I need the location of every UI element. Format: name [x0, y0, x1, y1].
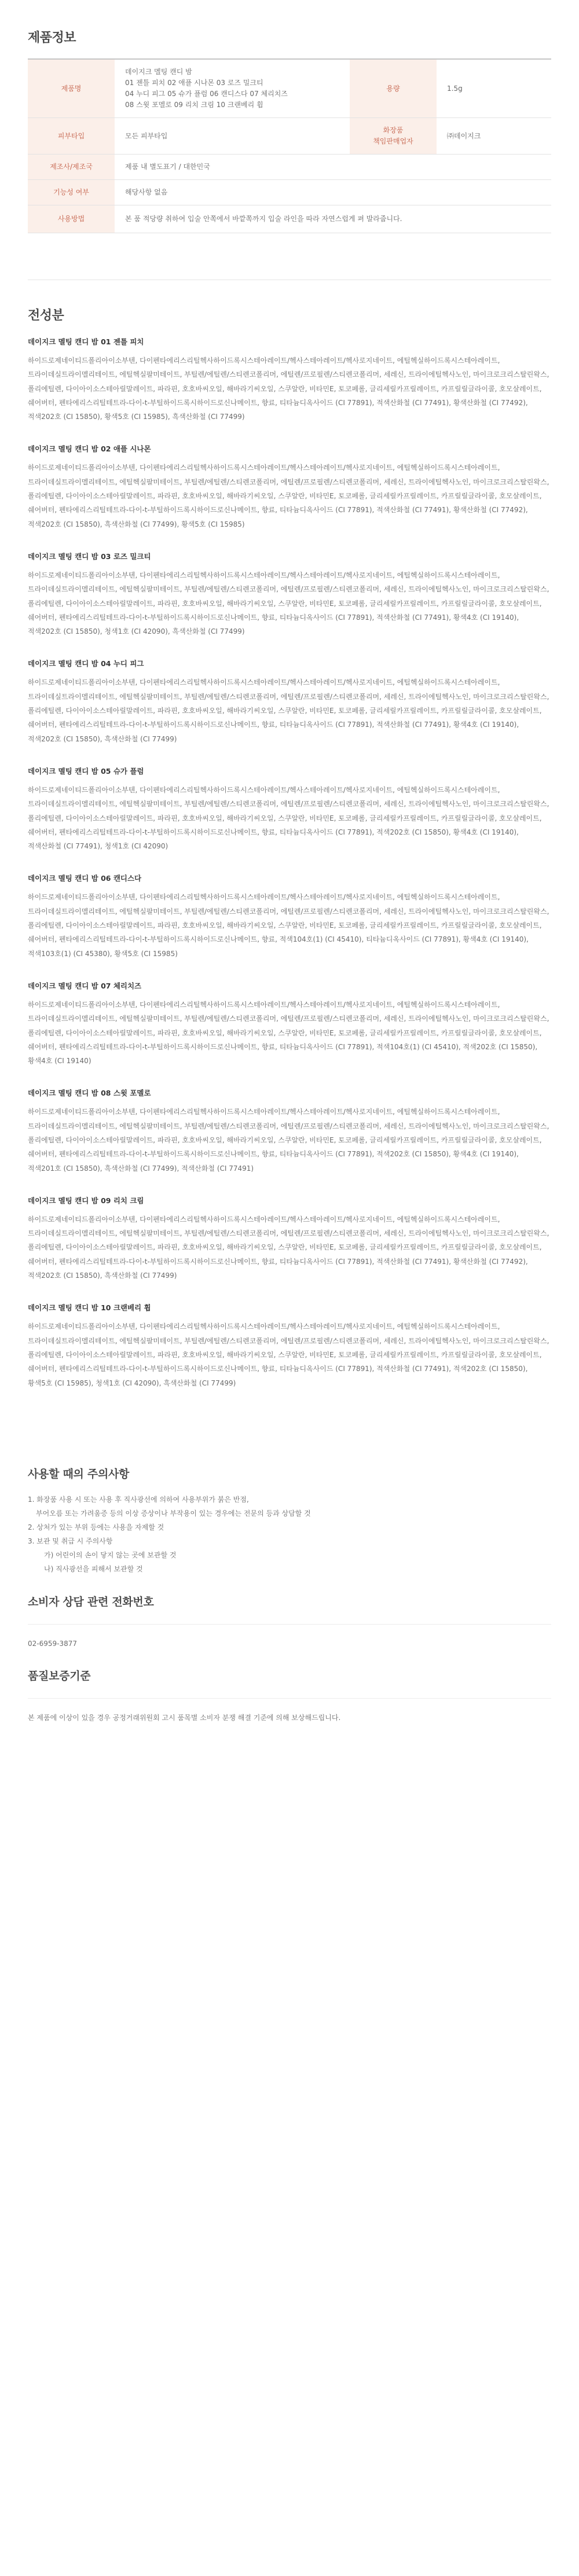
- ingredient-product-name: 데이지크 멜팅 캔디 밤 07 체리치즈: [28, 981, 142, 990]
- product-name-lines: [125, 67, 339, 111]
- ingredient-product-name: 데이지크 멜팅 캔디 밤 05 슈가 플럼: [28, 766, 144, 776]
- contact-divider: [28, 1624, 551, 1625]
- ingredient-block: [28, 1195, 551, 1283]
- caution-line: 3. 보관 및 취급 시 주의사항: [28, 1537, 113, 1545]
- label-capacity: 용량: [350, 59, 437, 118]
- ingredient-product-name: 데이지크 멜팅 캔디 밤 10 크랜베리 휩: [28, 1303, 151, 1313]
- value-seller: ㈜데이지크: [437, 118, 551, 155]
- caution-title: 사용할 때의 주의사항: [28, 1467, 130, 1480]
- label-product-name: 제품명: [28, 59, 115, 118]
- spec-row-functional: [28, 180, 551, 205]
- caution-line: 가) 어린이의 손이 닿지 않는 곳에 보관할 것: [44, 1550, 177, 1559]
- ingredient-text: 하이드로제네이티드폴리아이소부텐, 다이펜타에리스리틸헥사하이드록시스테아레이트/헥사스테아레이트/헥사로지네이트, 에틸헥실하이드록시스테아레이트, 트라이데실트라이멜리테이트, 에틸헥실팔미테이트, 부틸렌/에틸렌/스티렌코폴리머, 에틸렌/프로필렌/스티렌코폴리머, 세레신, 트라이에틸헥사노인, 마이크로크리스탈린왁스, 폴리에틸렌, 다이아이소스테아릴말레이트, 파라핀, 호호바씨오일, 해바라기씨오일, 스쿠알란, 비타민E, 토코페롤, 글리세릴카프릴레이트, 카프릴릴글라이콜, 호모살레이트, 쉐어버터, 펜타에리스리틸테트라-다이-t-부틸하이드록시하이드로신나메이트, 향료, 티타늄디옥사이드 (CI 77891), 적색산화철 (CI 77491), 황색산화철 (CI 77492), 적색202호 (CI 15850), 흑색산화철 (CI 77499): [28, 1215, 549, 1280]
- contact-phone: 02-6959-3877: [28, 1639, 78, 1648]
- product-name-line: 데이지크 멜팅 캔디 밤: [125, 68, 192, 76]
- quality-text: 본 제품에 이상이 있을 경우 공정거래위원회 고시 품목별 소비자 분쟁 해결 기준에 의해 보상해드립니다.: [28, 1713, 341, 1722]
- ingredient-text: 하이드로제네이티드폴리아이소부텐, 다이펜타에리스리틸헥사하이드록시스테아레이트/헥사스테아레이트/헥사로지네이트, 에틸헥실하이드록시스테아레이트, 트라이데실트라이멜리테이트, 에틸헥실팔미테이트, 부틸렌/에틸렌/스티렌코폴리머, 에틸렌/프로필렌/스티렌코폴리머, 세레신, 트라이에틸헥사노인, 마이크로크리스탈린왁스, 폴리에틸렌, 다이아이소스테아릴말레이트, 파라핀, 호호바씨오일, 해바라기씨오일, 스쿠알란, 비타민E, 토코페롤, 글리세릴카프릴레이트, 카프릴릴글라이콜, 호모살레이트, 쉐어버터, 펜타에리스리틸테트라-다이-t-부틸하이드록시하이드로신나메이트, 향료, 적색104호(1) (CI 45410), 티타늄디옥사이드 (CI 77891), 황색4호 (CI 19140), 적색103호(1) (CI 45380), 황색5호 (CI 15985): [28, 893, 549, 958]
- quality-title: 품질보증기준: [28, 1669, 91, 1682]
- product-name-line: 04 누디 피그 05 슈가 플럼 06 캔디스다 07 체리치즈: [125, 90, 288, 98]
- ingredient-block: [28, 443, 551, 531]
- ingredient-block: [28, 551, 551, 638]
- value-how-to-use: 본 품 적당량 취하여 입술 안쪽에서 바깥쪽까지 입술 라인을 따라 자연스럽게 펴 발라줍니다.: [115, 205, 551, 233]
- product-name-line: 08 스윗 포멜로 09 리치 크림 10 크랜베리 휩: [125, 101, 263, 109]
- ingredient-text: 하이드로제네이티드폴리아이소부텐, 다이펜타에리스리틸헥사하이드록시스테아레이트/헥사스테아레이트/헥사로지네이트, 에틸헥실하이드록시스테아레이트, 트라이데실트라이멜리테이트, 에틸헥실팔미테이트, 부틸렌/에틸렌/스티렌코폴리머, 에틸렌/프로필렌/스티렌코폴리머, 세레신, 트라이에틸헥사노인, 마이크로크리스탈린왁스, 폴리에틸렌, 다이아이소스테아릴말레이트, 파라핀, 호호바씨오일, 해바라기씨오일, 스쿠알란, 비타민E, 토코페롤, 글리세릴카프릴레이트, 카프릴릴글라이콜, 호모살레이트, 쉐어버터, 펜타에리스리틸테트라-다이-t-부틸하이드록시하이드로신나메이트, 향료, 티타늄디옥사이드 (CI 77891), 적색104호(1) (CI 45410), 적색202호 (CI 15850), 황색4호 (CI 19140): [28, 1000, 549, 1065]
- label-functional: 기능성 여부: [28, 180, 115, 205]
- ingredient-block: [28, 658, 551, 745]
- ingredient-block: [28, 1087, 551, 1175]
- ingredient-text: 하이드로제네이티드폴리아이소부텐, 다이펜타에리스리틸헥사하이드록시스테아레이트/헥사스테아레이트/헥사로지네이트, 에틸헥실하이드록시스테아레이트, 트라이데실트라이멜리테이트, 에틸헥실팔미테이트, 부틸렌/에틸렌/스티렌코폴리머, 에틸렌/프로필렌/스티렌코폴리머, 세레신, 트라이에틸헥사노인, 마이크로크리스탈린왁스, 폴리에틸렌, 다이아이소스테아릴말레이트, 파라핀, 호호바씨오일, 해바라기씨오일, 스쿠알란, 비타민E, 토코페롤, 글리세릴카프릴레이트, 카프릴릴글라이콜, 호모살레이트, 쉐어버터, 펜타에리스리틸테트라-다이-t-부틸하이드록시하이드로신나메이트, 향료, 티타늄디옥사이드 (CI 77891), 적색산화철 (CI 77491), 황색산화철 (CI 77492), 적색202호 (CI 15850), 황색5호 (CI 15985), 흑색산화철 (CI 77499): [28, 357, 549, 421]
- ingredient-list: [28, 336, 551, 1390]
- label-how-to-use: 사용방법: [28, 205, 115, 233]
- product-info-title: 제품정보: [28, 31, 76, 45]
- spec-row-name: [28, 59, 551, 118]
- product-spec-table: [28, 58, 551, 233]
- caution-line: 1. 화장품 사용 시 또는 사용 후 직사광선에 의하여 사용부위가 붉은 반점,: [28, 1495, 249, 1504]
- caution-line: 나) 직사광선을 피해서 보관할 것: [44, 1564, 143, 1573]
- ingredient-product-name: 데이지크 멜팅 캔디 밤 04 누디 피그: [28, 659, 144, 668]
- ingredient-block: [28, 766, 551, 853]
- label-maker: 제조사/제조국: [28, 155, 115, 180]
- spacer: [28, 1576, 551, 1593]
- spec-row-maker: [28, 155, 551, 180]
- spec-row-skin: [28, 118, 551, 155]
- ingredient-text: 하이드로제네이티드폴리아이소부텐, 다이펜타에리스리틸헥사하이드록시스테아레이트/헥사스테아레이트/헥사로지네이트, 에틸헥실하이드록시스테아레이트, 트라이데실트라이멜리테이트, 에틸헥실팔미테이트, 부틸렌/에틸렌/스티렌코폴리머, 에틸렌/프로필렌/스티렌코폴리머, 세레신, 트라이에틸헥사노인, 마이크로크리스탈린왁스, 폴리에틸렌, 다이아이소스테아릴말레이트, 파라핀, 호호바씨오일, 해바라기씨오일, 스쿠알란, 비타민E, 토코페롤, 글리세릴카프릴레이트, 카프릴릴글라이콜, 호모살레이트, 쉐어버터, 펜타에리스리틸테트라-다이-t-부틸하이드록시하이드로신나메이트, 향료, 티타늄디옥사이드 (CI 77891), 적색202호 (CI 15850), 황색4호 (CI 19140), 적색산화철 (CI 77491), 청색1호 (CI 42090): [28, 785, 549, 851]
- contact-title: 소비자 상담 관련 전화번호: [28, 1595, 154, 1608]
- ingredient-block: [28, 336, 551, 424]
- caution-line: 부어오름 또는 가려움증 등의 이상 증상이나 부작용이 있는 경우에는 전문의 등과 상담할 것: [36, 1509, 311, 1517]
- ingredient-block: [28, 1302, 551, 1390]
- spec-row-usage: [28, 205, 551, 233]
- ingredient-product-name: 데이지크 멜팅 캔디 밤 03 로즈 밀크티: [28, 552, 151, 561]
- value-capacity: 1.5g: [437, 59, 551, 118]
- caution-list: [28, 1493, 551, 1576]
- spacer: [28, 1650, 551, 1667]
- ingredient-text: 하이드로제네이티드폴리아이소부텐, 다이펜타에리스리틸헥사하이드록시스테아레이트/헥사스테아레이트/헥사로지네이트, 에틸헥실하이드록시스테아레이트, 트라이데실트라이멜리테이트, 에틸헥실팔미테이트, 부틸렌/에틸렌/스티렌코폴리머, 에틸렌/프로필렌/스티렌코폴리머, 세레신, 트라이에틸헥사노인, 마이크로크리스탈린왁스, 폴리에틸렌, 다이아이소스테아릴말레이트, 파라핀, 호호바씨오일, 해바라기씨오일, 스쿠알란, 비타민E, 토코페롤, 글리세릴카프릴레이트, 카프릴릴글라이콜, 호모살레이트, 쉐어버터, 펜타에리스리틸테트라-다이-t-부틸하이드록시하이드로신나메이트, 향료, 티타늄디옥사이드 (CI 77891), 적색산화철 (CI 77491), 황색4호 (CI 19140), 적색202호 (CI 15850), 흑색산화철 (CI 77499): [28, 678, 549, 743]
- value-maker: 제품 내 별도표기 / 대한민국: [115, 155, 551, 180]
- ingredient-block: [28, 980, 551, 1068]
- ingredient-product-name: 데이지크 멜팅 캔디 밤 06 캔디스다: [28, 874, 142, 883]
- value-product-name: [115, 59, 350, 118]
- ingredients-title: 전성분: [28, 308, 64, 323]
- ingredient-product-name: 데이지크 멜팅 캔디 밤 01 젠틀 피치: [28, 337, 144, 346]
- spacer: [28, 1410, 551, 1465]
- ingredient-text: 하이드로제네이티드폴리아이소부텐, 다이펜타에리스리틸헥사하이드록시스테아레이트/헥사스테아레이트/헥사로지네이트, 에틸헥실하이드록시스테아레이트, 트라이데실트라이멜리테이트, 에틸헥실팔미테이트, 부틸렌/에틸렌/스티렌코폴리머, 에틸렌/프로필렌/스티렌코폴리머, 세레신, 트라이에틸헥사노인, 마이크로크리스탈린왁스, 폴리에틸렌, 다이아이소스테아릴말레이트, 파라핀, 호호바씨오일, 해바라기씨오일, 스쿠알란, 비타민E, 토코페롤, 글리세릴카프릴레이트, 카프릴릴글라이콜, 호모살레이트, 쉐어버터, 펜타에리스리틸테트라-다이-t-부틸하이드록시하이드로신나메이트, 향료, 티타늄디옥사이드 (CI 77891), 적색202호 (CI 15850), 황색4호 (CI 19140), 적색201호 (CI 15850), 흑색산화철 (CI 77499), 적색산화철 (CI 77491): [28, 1108, 549, 1173]
- value-skin-type: 모든 피부타입: [115, 118, 350, 155]
- ingredient-block: [28, 873, 551, 960]
- ingredient-product-name: 데이지크 멜팅 캔디 밤 08 스윗 포멜로: [28, 1089, 151, 1098]
- quality-divider: [28, 1698, 551, 1699]
- label-skin-type: 피부타입: [28, 118, 115, 155]
- ingredient-product-name: 데이지크 멜팅 캔디 밤 02 애플 시나몬: [28, 444, 151, 454]
- value-functional: 해당사항 없음: [115, 180, 551, 205]
- product-name-line: 01 젠틀 피치 02 애플 시나몬 03 로즈 밀크티: [125, 79, 263, 87]
- ingredient-text: 하이드로제네이티드폴리아이소부텐, 다이펜타에리스리틸헥사하이드록시스테아레이트/헥사스테아레이트/헥사로지네이트, 에틸헥실하이드록시스테아레이트, 트라이데실트라이멜리테이트, 에틸헥실팔미테이트, 부틸렌/에틸렌/스티렌코폴리머, 에틸렌/프로필렌/스티렌코폴리머, 세레신, 트라이에틸헥사노인, 마이크로크리스탈린왁스, 폴리에틸렌, 다이아이소스테아릴말레이트, 파라핀, 호호바씨오일, 해바라기씨오일, 스쿠알란, 비타민E, 토코페롤, 글리세릴카프릴레이트, 카프릴릴글라이콜, 호모살레이트, 쉐어버터, 펜타에리스리틸테트라-다이-t-부틸하이드록시하이드로신나메이트, 향료, 티타늄디옥사이드 (CI 77891), 적색산화철 (CI 77491), 황색4호 (CI 19140), 적색202호 (CI 15850), 청색1호 (CI 42090), 흑색산화철 (CI 77499): [28, 571, 549, 636]
- ingredient-text: 하이드로제네이티드폴리아이소부텐, 다이펜타에리스리틸헥사하이드록시스테아레이트/헥사스테아레이트/헥사로지네이트, 에틸헥실하이드록시스테아레이트, 트라이데실트라이멜리테이트, 에틸헥실팔미테이트, 부틸렌/에틸렌/스티렌코폴리머, 에틸렌/프로필렌/스티렌코폴리머, 세레신, 트라이에틸헥사노인, 마이크로크리스탈린왁스, 폴리에틸렌, 다이아이소스테아릴말레이트, 파라핀, 호호바씨오일, 해바라기씨오일, 스쿠알란, 비타민E, 토코페롤, 글리세릴카프릴레이트, 카프릴릴글라이콜, 호모살레이트, 쉐어버터, 펜타에리스리틸테트라-다이-t-부틸하이드록시하이드로신나메이트, 향료, 티타늄디옥사이드 (CI 77891), 적색산화철 (CI 77491), 황색산화철 (CI 77492), 적색202호 (CI 15850), 흑색산화철 (CI 77499), 황색5호 (CI 15985): [28, 464, 549, 528]
- ingredient-product-name: 데이지크 멜팅 캔디 밤 09 리치 크림: [28, 1196, 144, 1205]
- ingredient-text: 하이드로제네이티드폴리아이소부텐, 다이펜타에리스리틸헥사하이드록시스테아레이트/헥사스테아레이트/헥사로지네이트, 에틸헥실하이드록시스테아레이트, 트라이데실트라이멜리테이트, 에틸헥실팔미테이트, 부틸렌/에틸렌/스티렌코폴리머, 에틸렌/프로필렌/스티렌코폴리머, 세레신, 트라이에틸헥사노인, 마이크로크리스탈린왁스, 폴리에틸렌, 다이아이소스테아릴말레이트, 파라핀, 호호바씨오일, 해바라기씨오일, 스쿠알란, 비타민E, 토코페롤, 글리세릴카프릴레이트, 카프릴릴글라이콜, 호모살레이트, 쉐어버터, 펜타에리스리틸테트라-다이-t-부틸하이드록시하이드로신나메이트, 향료, 티타늄디옥사이드 (CI 77891), 적색산화철 (CI 77491), 적색202호 (CI 15850), 황색5호 (CI 15985), 청색1호 (CI 42090), 흑색산화철 (CI 77499): [28, 1322, 549, 1387]
- caution-line: 2. 상처가 있는 부위 등에는 사용을 자제할 것: [28, 1523, 164, 1531]
- label-seller: 화장품 책임판매업자: [350, 118, 437, 155]
